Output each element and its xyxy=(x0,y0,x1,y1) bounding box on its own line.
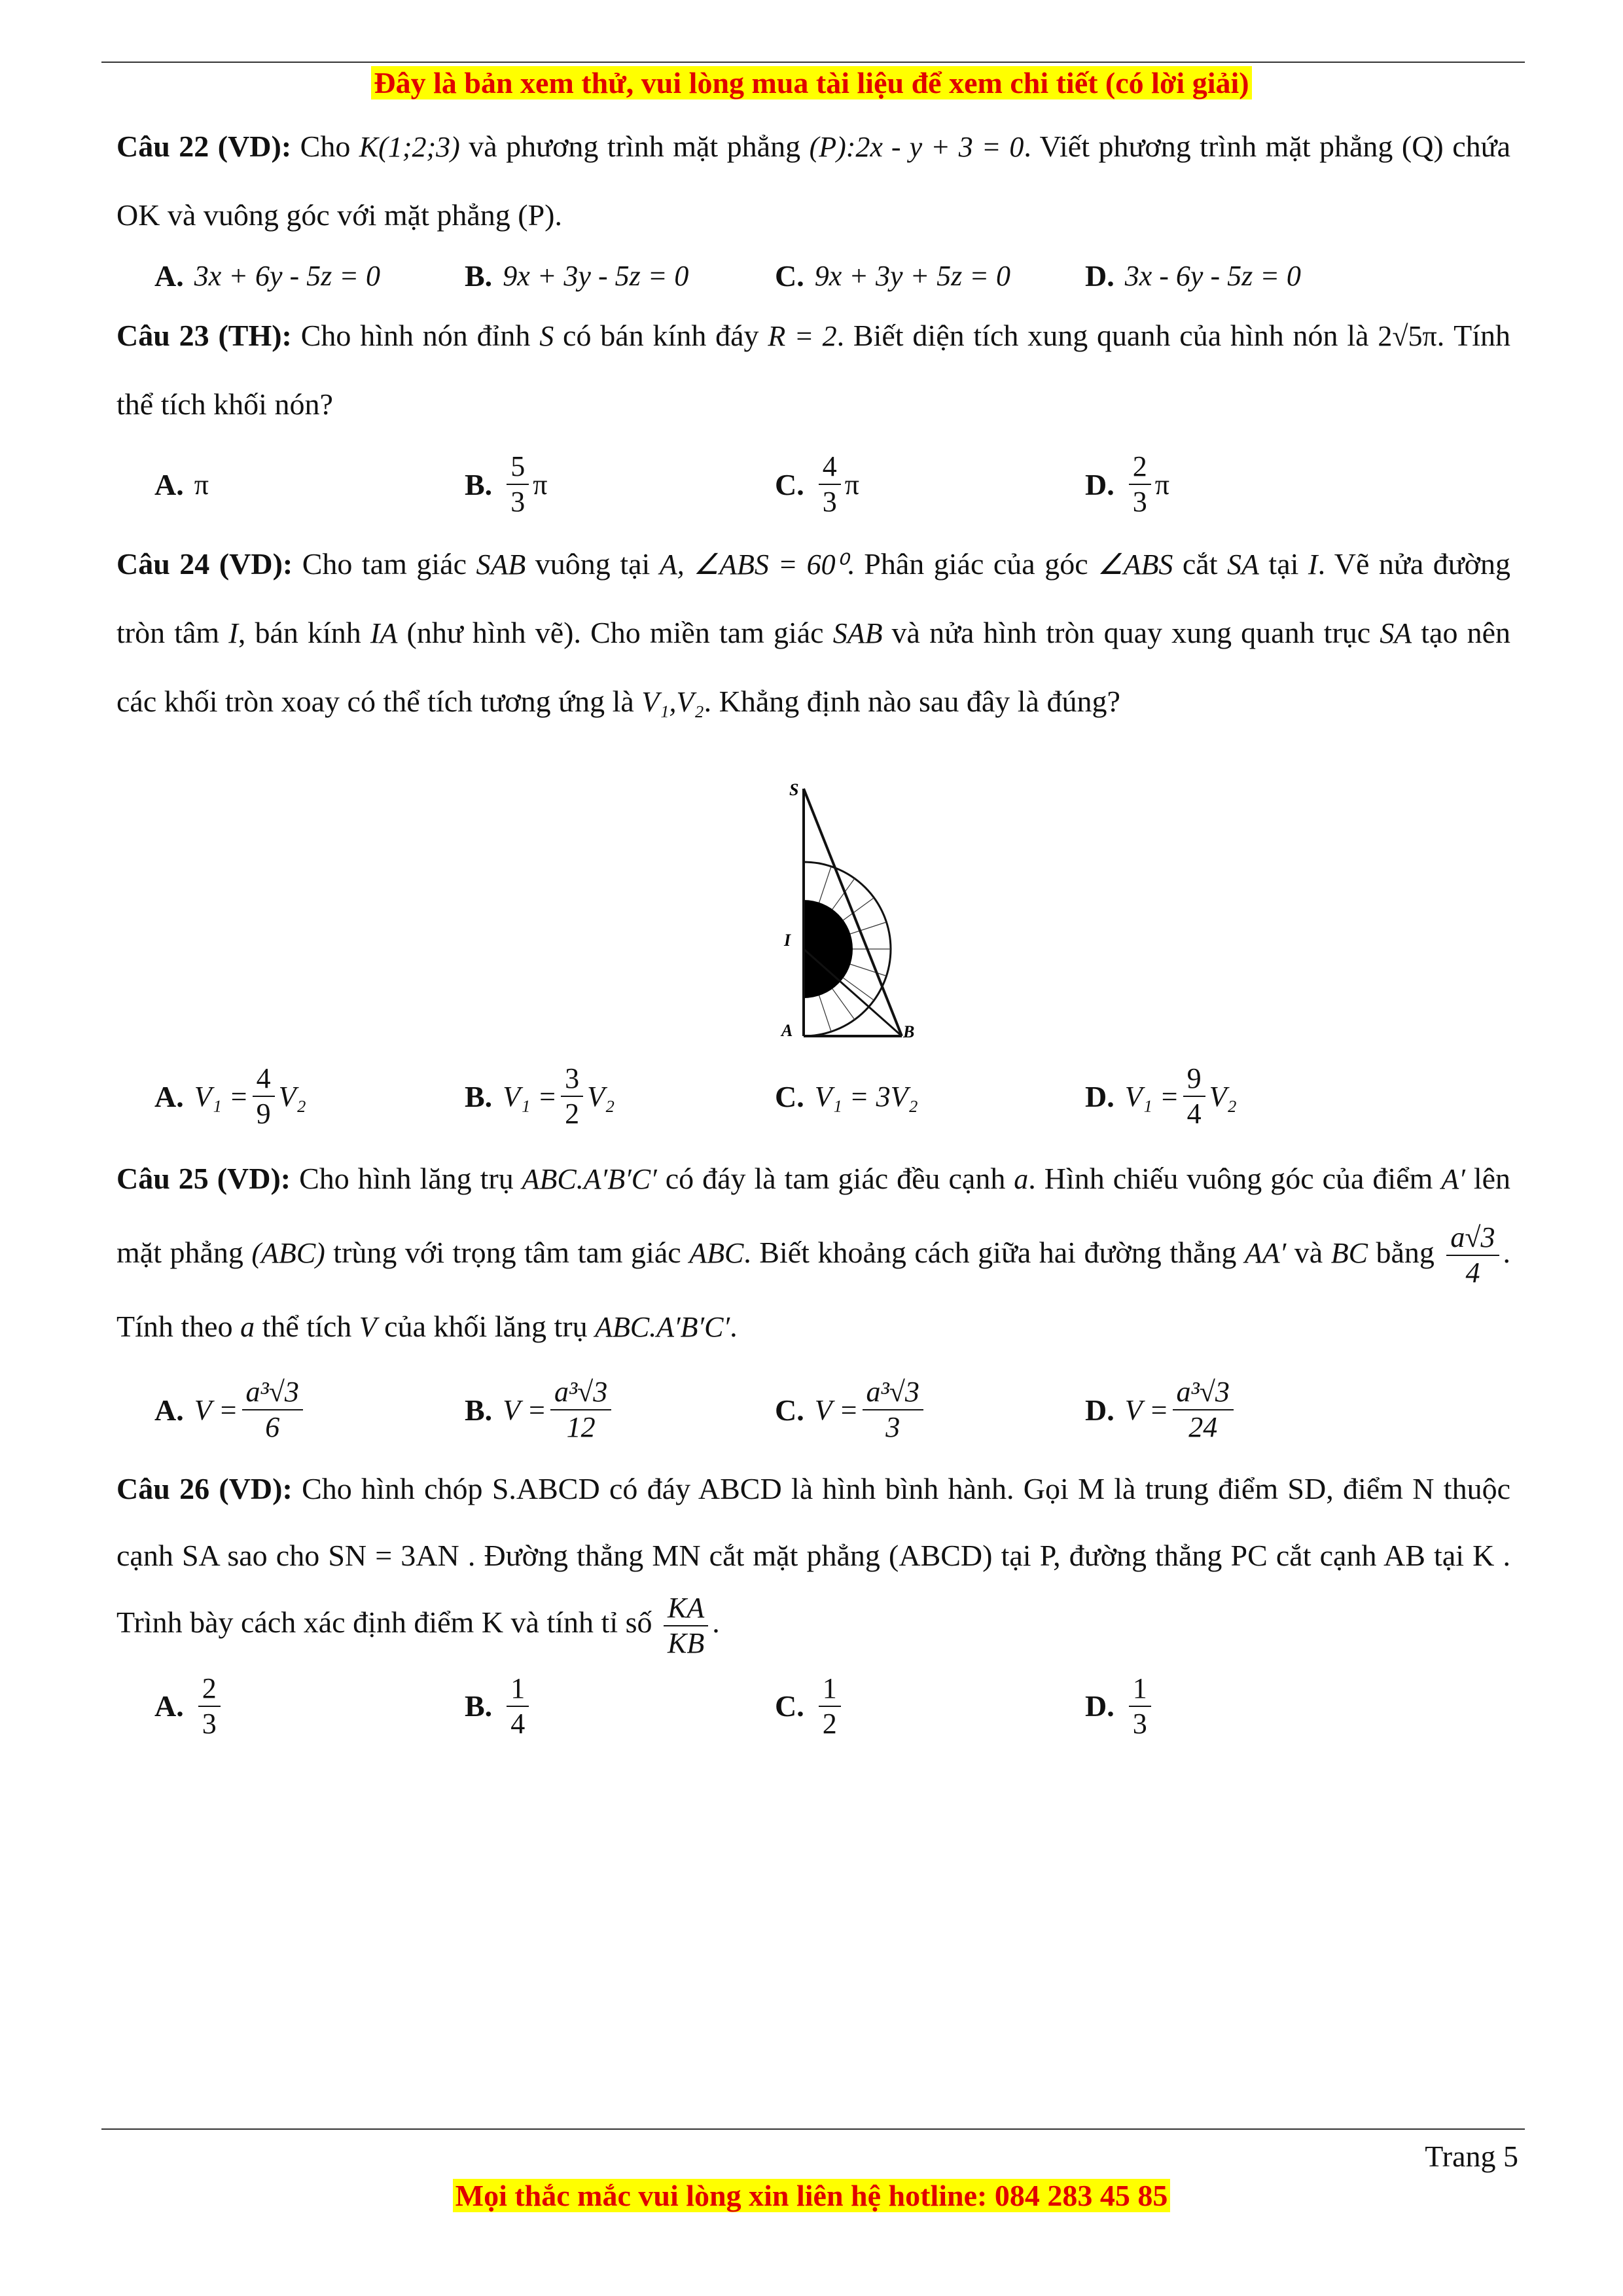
question-23: Câu 23 (TH): Cho hình nón đỉnh S có bán kính đáy R = 2. Biết diện tích xung quanh của hình nón là 2√5π. Tính thể tích khối nón? xyxy=(116,319,1510,421)
label-i: I xyxy=(784,931,791,950)
option-c[interactable]: C. $\frac{4}{3}$ π xyxy=(775,450,859,518)
option-a[interactable]: A. π xyxy=(154,467,209,501)
question-25: Câu 25 (VD): Cho hình lăng trụ ABC.A′B′C′ có đáy là tam giác đều cạnh a. Hình chiếu vuông góc của điểm A′ lên mặt phẳng (ABC) trùng với trọng tâm tam giác ABC. Biết khoảng cách giữa hai đường thẳng AA′ và BC bằng $\frac{a√3}{4}$ . Tính theo a thể tích V của khối lăng trụ ABC.A′B′C′. xyxy=(116,1162,1511,1344)
answer-options xyxy=(116,1660,1510,1752)
option-a[interactable]: A. V = $\frac{\text{a³√3}}{6}$ xyxy=(154,1364,307,1456)
option-a[interactable]: A. $\frac{2}{3}$ xyxy=(154,1660,224,1752)
question-label: Câu 25 (VD): xyxy=(116,1162,291,1195)
option-b[interactable]: B. V₁ = $\frac{3}{2}$ V₂ xyxy=(465,1062,615,1130)
label-b: B xyxy=(903,1022,915,1037)
option-b[interactable]: B. $\frac{1}{4}$ xyxy=(465,1660,533,1752)
math-expression: K(1;2;3) xyxy=(359,131,460,163)
option-d[interactable]: D. $\frac{1}{3}$ xyxy=(1085,1660,1155,1752)
label-s: S xyxy=(789,780,799,799)
answer-options xyxy=(116,249,1510,302)
question-24: Câu 24 (VD): Cho tam giác SAB vuông tại A, ∠ABS = 60⁰. Phân giác của góc ∠ABS cắt SA tại I. Vẽ nửa đường tròn tâm I, bán kính IA (như hình vẽ). Cho miền tam giác SAB và nửa hình tròn quay xung quanh trục SA tạo nên các khối tròn xoay có thể tích tương ứng là V₁,V₂. Khẳng định nào sau đây là đúng? xyxy=(116,547,1510,718)
option-c[interactable]: C. $\frac{1}{2}$ xyxy=(775,1660,845,1752)
option-d[interactable]: D. V₁ = $\frac{9}{4}$ V₂ xyxy=(1085,1062,1237,1130)
option-d[interactable]: D. 3x - 6y - 5z = 0 xyxy=(1085,259,1301,293)
option-b[interactable]: B. $\frac{5}{3}$ π xyxy=(465,450,548,518)
math-expression: 2√5π xyxy=(1378,320,1437,352)
triangle-semicircle-diagram xyxy=(705,776,915,1037)
option-a[interactable]: A. 3x + 6y - 5z = 0 xyxy=(154,259,380,293)
option-b[interactable]: B. 9x + 3y - 5z = 0 xyxy=(465,259,689,293)
triangle-figure xyxy=(116,776,1510,1050)
option-c[interactable]: C. V₁ = 3V₂ xyxy=(775,1079,918,1113)
option-d[interactable]: D. V = $\frac{\text{a³√3}}{24}$ xyxy=(1085,1364,1238,1456)
math-expression: (P):2x - y + 3 = 0 xyxy=(809,131,1024,163)
preview-notice: Đây là bản xem thử, vui lòng mua tài liệu để xem chi tiết (có lời giải) xyxy=(0,65,1623,100)
question-26: Câu 26 (VD): Cho hình chóp S.ABCD có đáy ABCD là hình bình hành. Gọi M là trung điểm SD, điểm N thuộc cạnh SA sao cho SN = 3AN . Đường thẳng MN cắt mặt phẳng (ABCD) tại P, đường thẳng PC cắt cạnh AB tại K . Trình bày cách xác định điểm K và tính tỉ số $\frac{KA}{KB}$ . xyxy=(116,1472,1510,1659)
question-label: Câu 26 (VD): xyxy=(116,1472,293,1506)
question-label: Câu 23 (TH): xyxy=(116,319,292,352)
header-rule xyxy=(101,62,1525,63)
option-d[interactable]: D. $\frac{2}{3}$ π xyxy=(1085,450,1169,518)
option-a[interactable]: A. V₁ = $\frac{4}{9}$ V₂ xyxy=(154,1062,306,1130)
label-a: A xyxy=(781,1021,793,1037)
page-number: Trang 5 xyxy=(1425,2140,1518,2173)
answer-options xyxy=(116,1050,1510,1142)
option-c[interactable]: C. 9x + 3y + 5z = 0 xyxy=(775,259,1010,293)
question-label: Câu 24 (VD): xyxy=(116,547,293,581)
answer-options xyxy=(116,439,1510,530)
option-b[interactable]: B. V = $\frac{\text{a³√3}}{12}$ xyxy=(465,1364,615,1456)
hotline-notice: Mọi thắc mắc vui lòng xin liên hệ hotline: 084 283 45 85 xyxy=(0,2178,1623,2213)
document-body xyxy=(116,113,1510,1752)
answer-options xyxy=(116,1364,1510,1456)
question-label: Câu 22 (VD): xyxy=(116,130,292,163)
footer-rule xyxy=(101,2128,1525,2130)
question-22: Câu 22 (VD): Cho K(1;2;3) và phương trình mặt phẳng (P):2x - y + 3 = 0. Viết phương trình mặt phẳng (Q) chứa OK và vuông góc với mặt phẳng (P). xyxy=(116,130,1510,232)
option-c[interactable]: C. V = $\frac{\text{a³√3}}{3}$ xyxy=(775,1364,927,1456)
